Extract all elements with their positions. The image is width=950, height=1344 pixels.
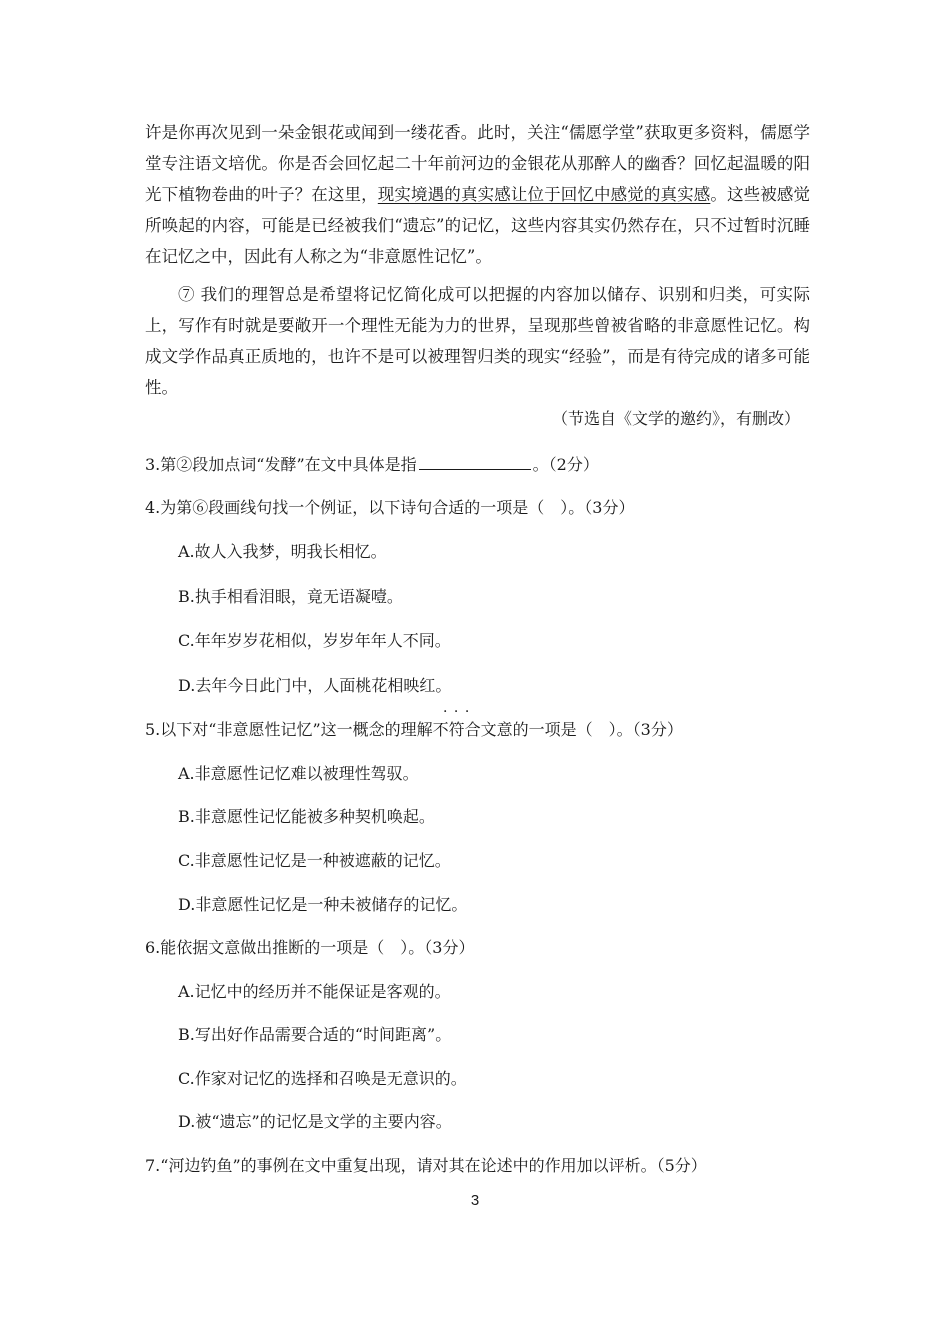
- question-4: 4.为第⑥段画线句找一个例证，以下诗句合适的一项是（ ）。（3分）: [145, 498, 635, 517]
- q4-option-d: D.去年今日此门中，人面桃花相映红。: [178, 676, 452, 695]
- paragraph-continued: [145, 117, 810, 272]
- paragraph-seven: ⑦ 我们的理智总是希望将记忆简化成可以把握的内容加以储存、识别和归类，可实际上，写作有时就是要敞开一个理性无能为力的世界，呈现那些曾被省略的非意愿性记忆。构成文学作品真正质地的，也许不是可以被理智归类的现实“经验”，而是有待完成的诸多可能性。: [145, 285, 810, 397]
- answer-blank[interactable]: [419, 454, 531, 470]
- question-6: 6.能依据文意做出推断的一项是（ ）。（3分）: [145, 938, 475, 957]
- question-3: 3.第②段加点词“发酵”在文中具体是指 。（2分）: [145, 455, 599, 474]
- q6-option-d: D.被“遗忘”的记忆是文学的主要内容。: [178, 1112, 452, 1131]
- q6-option-a: A.记忆中的经历并不能保证是客观的。: [178, 982, 451, 1001]
- q5-option-c: C.非意愿性记忆是一种被遮蔽的记忆。: [178, 851, 451, 870]
- q5-option-d: D.非意愿性记忆是一种未被储存的记忆。: [178, 895, 468, 914]
- q5-option-a: A.非意愿性记忆难以被理性驾驭。: [178, 764, 419, 783]
- q6-option-b: B.写出好作品需要合适的“时间距离”。: [178, 1025, 452, 1044]
- underlined-sentence: 现实境遇的真实感让位于回忆中感觉的真实感: [377, 185, 711, 204]
- q6-option-c: C.作家对记忆的选择和召唤是无意识的。: [178, 1069, 467, 1088]
- source-citation: （节选自《文学的邀约》，有删改）: [551, 409, 800, 428]
- paragraph-text: 许是你再次见到一朵金银花或闻到一缕花香。此时，关注“儒愿学堂”获取更多资料，儒愿学堂专注语文培优。你是否会回忆起二十年前河边的金银花从那醉人的幽香？回忆起温暖的阳光下植物卷曲的叶子？在这里，: [145, 123, 810, 204]
- q5-option-b: B.非意愿性记忆能被多种契机唤起。: [178, 807, 435, 826]
- q4-option-a: A.故人入我梦，明我长相忆。: [178, 542, 387, 561]
- question-5: 5.以下对“非意愿性记忆”这一概念的理解· · · 不符合文意的一项是（ ）。（3分）: [145, 719, 683, 741]
- paragraph-text-end: 。这些被感觉所唤起的内容，可能是已经被我们“遗忘”的记忆，这些内容其实仍然存在，只不过暂时沉睡在记忆之中，因此有人称之为“非意愿性记忆”。: [145, 185, 811, 266]
- page-number: 3: [470, 1192, 480, 1209]
- emphasis-dotted-text: · · · 不符合: [433, 719, 481, 741]
- question-7: 7.“河边钓鱼”的事例在文中重复出现，请对其在论述中的作用加以评析。（5分）: [145, 1156, 707, 1175]
- q4-option-b: B.执手相看泪眼，竟无语凝噎。: [178, 587, 403, 606]
- q4-option-c: C.年年岁岁花相似，岁岁年年人不同。: [178, 631, 451, 650]
